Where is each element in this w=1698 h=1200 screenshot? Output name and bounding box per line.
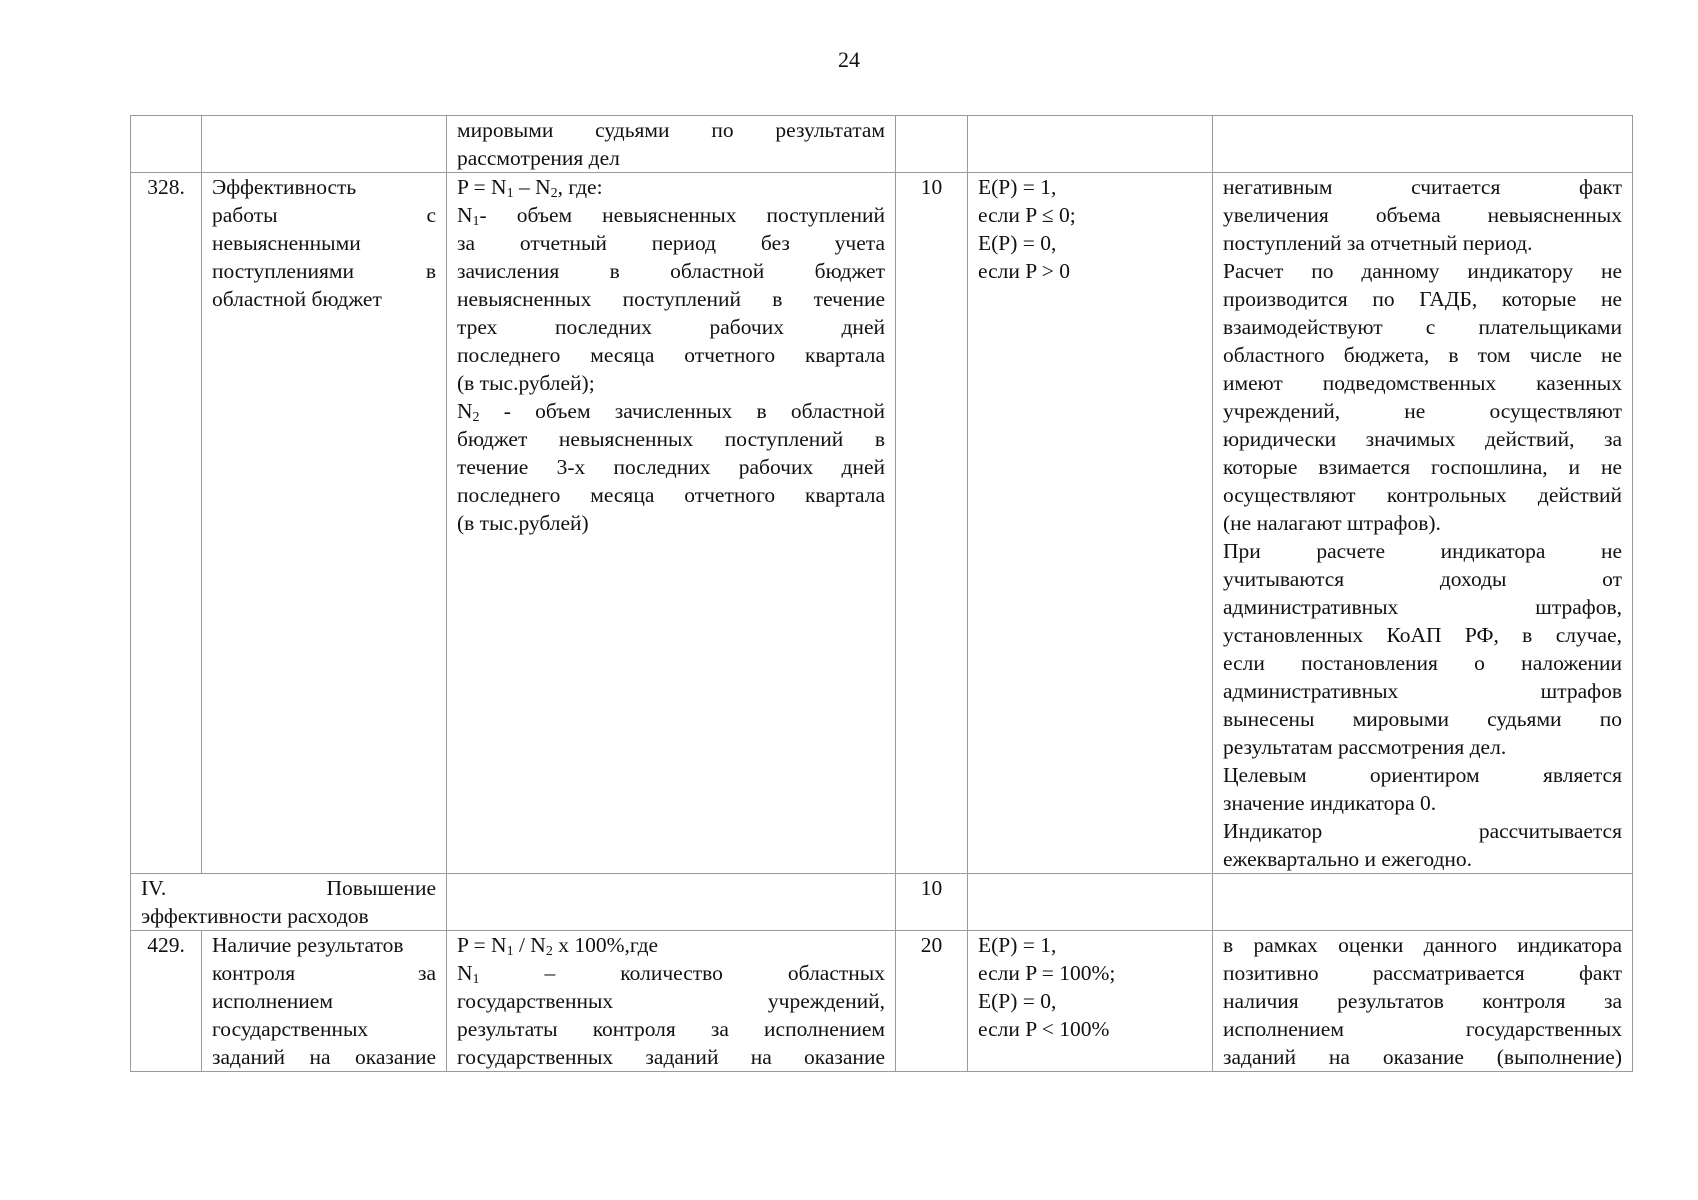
text-line: работы с <box>212 203 436 227</box>
table-row-328 <box>131 173 1633 874</box>
cell-weight: 10 <box>896 173 968 874</box>
text-line: результатам рассмотрения дел. <box>1223 735 1507 759</box>
cell-name <box>202 173 447 874</box>
cell-formula <box>447 874 896 931</box>
cell-eval <box>968 931 1213 1072</box>
text-line: (в тыс.рублей) <box>457 511 589 535</box>
page-number: 24 <box>838 47 860 72</box>
text-line: значение индикатора 0. <box>1223 791 1437 815</box>
text-line: исполнением государственных <box>1223 1017 1622 1041</box>
text-line: если постановления о наложении <box>1223 651 1622 675</box>
text-line: последнего месяца отчетного квартала <box>457 343 885 367</box>
cell-eval <box>968 874 1213 931</box>
text-line: юридически значимых действий, за <box>1223 427 1622 451</box>
text-line: зачисления в областной бюджет <box>457 259 885 283</box>
text-line: наличия результатов контроля за <box>1223 989 1622 1013</box>
cell-eval <box>968 173 1213 874</box>
text-line: заданий на оказание <box>212 1045 436 1069</box>
cell-comment <box>1213 931 1633 1072</box>
text-line: поступлений за отчетный период. <box>1223 231 1533 255</box>
cell-num <box>131 116 202 173</box>
table-row-section-iv <box>131 874 1633 931</box>
text-line: областного бюджета, в том числе не <box>1223 343 1622 367</box>
text-line: E(P) = 1, <box>978 175 1057 199</box>
text-line: эффективности расходов <box>141 904 369 928</box>
cell-weight <box>896 116 968 173</box>
cell-formula <box>447 931 896 1072</box>
text-line: если P < 100% <box>978 1017 1110 1041</box>
text-line: в рамках оценки данного индикатора <box>1223 933 1622 957</box>
text-line: трех последних рабочих дней <box>457 315 885 339</box>
text-line: производится по ГАДБ, которые не <box>1223 287 1622 311</box>
text-line: позитивно рассматривается факт <box>1223 961 1622 985</box>
text-line: Эффективность <box>212 175 357 199</box>
text-line: E(P) = 1, <box>978 933 1057 957</box>
text-line: рассмотрения дел <box>457 146 620 170</box>
text-line: увеличения объема невыясненных <box>1223 203 1622 227</box>
text-line: (в тыс.рублей); <box>457 371 595 395</box>
cell-name <box>202 931 447 1072</box>
text-line: областной бюджет <box>212 287 382 311</box>
text-line: Расчет по данному индикатору не <box>1223 259 1622 283</box>
indicator-table <box>130 115 1633 1072</box>
cell-weight: 20 <box>896 931 968 1072</box>
text-line: установленных КоАП РФ, в случае, <box>1223 623 1622 647</box>
text-line: (не налагают штрафов). <box>1223 511 1441 535</box>
text-line: IV. Повышение <box>141 876 436 900</box>
cell-formula <box>447 173 896 874</box>
text-line: E(P) = 0, <box>978 989 1057 1013</box>
text-line: государственных заданий на оказание <box>457 1045 885 1069</box>
text-line: последнего месяца отчетного квартала <box>457 483 885 507</box>
text-line: если P > 0 <box>978 259 1071 283</box>
text-line: невыясненных поступлений в течение <box>457 287 885 311</box>
formula-head: $P = N_1 / N_2$ x 100%,где <box>457 933 659 959</box>
text-line: результаты контроля за исполнением <box>457 1017 885 1041</box>
text-line: за отчетный период без учета <box>457 231 885 255</box>
text-line: учреждений, не осуществляют <box>1223 399 1622 423</box>
text-line: осуществляют контрольных действий <box>1223 483 1622 507</box>
text-line: заданий на оказание (выполнение) <box>1223 1045 1622 1069</box>
cell-formula <box>447 116 896 173</box>
text-line: ежеквартально и ежегодно. <box>1223 847 1473 871</box>
text-line: если P = 100%; <box>978 961 1116 985</box>
text-line: вынесены мировыми судьями по <box>1223 707 1622 731</box>
text-line: При расчете индикатора не <box>1223 539 1622 563</box>
cell-name <box>202 116 447 173</box>
text-line: административных штрафов <box>1223 679 1622 703</box>
cell-comment <box>1213 116 1633 173</box>
cell-comment <box>1213 173 1633 874</box>
cell-section-title <box>131 874 447 931</box>
text-line: административных штрафов, <box>1223 595 1622 619</box>
text-line: невыясненными <box>212 231 361 255</box>
cell-num: 429. <box>131 931 202 1072</box>
n1-definition: $N_1$ – количество областных <box>457 961 885 987</box>
table-row-continuation <box>131 116 1633 173</box>
text-line: Наличие результатов <box>212 933 404 957</box>
text-line: Индикатор рассчитывается <box>1223 819 1622 843</box>
n2-definition: $N_2$ - объем зачисленных в областной <box>457 399 885 425</box>
cell-comment <box>1213 874 1633 931</box>
text-line: негативным считается факт <box>1223 175 1622 199</box>
text-line: течение 3-х последних рабочих дней <box>457 455 885 479</box>
text-line: поступлениями в <box>212 259 436 283</box>
text-line: имеют подведомственных казенных <box>1223 371 1622 395</box>
text-line: если P ≤ 0; <box>978 203 1076 227</box>
text-line: исполнением <box>212 989 333 1013</box>
table-row-429 <box>131 931 1633 1072</box>
text-line: мировыми судьями по результатам <box>457 118 885 142</box>
text-line: государственных учреждений, <box>457 989 885 1013</box>
text-line: контроля за <box>212 961 436 985</box>
cell-num: 328. <box>131 173 202 874</box>
text-line: учитываются доходы от <box>1223 567 1622 591</box>
text-line: взаимодействуют с плательщиками <box>1223 315 1622 339</box>
n1-definition: $N_1-$ объем невыясненных поступлений <box>457 203 885 229</box>
text-line: которые взимается госпошлина, и не <box>1223 455 1622 479</box>
text-line: E(P) = 0, <box>978 231 1057 255</box>
text-line: государственных <box>212 1017 369 1041</box>
cell-weight: 10 <box>896 874 968 931</box>
text-line: бюджет невыясненных поступлений в <box>457 427 885 451</box>
cell-eval <box>968 116 1213 173</box>
formula-head: $P = N_1 - N_2$, где: <box>457 175 603 201</box>
text-line: Целевым ориентиром является <box>1223 763 1622 787</box>
